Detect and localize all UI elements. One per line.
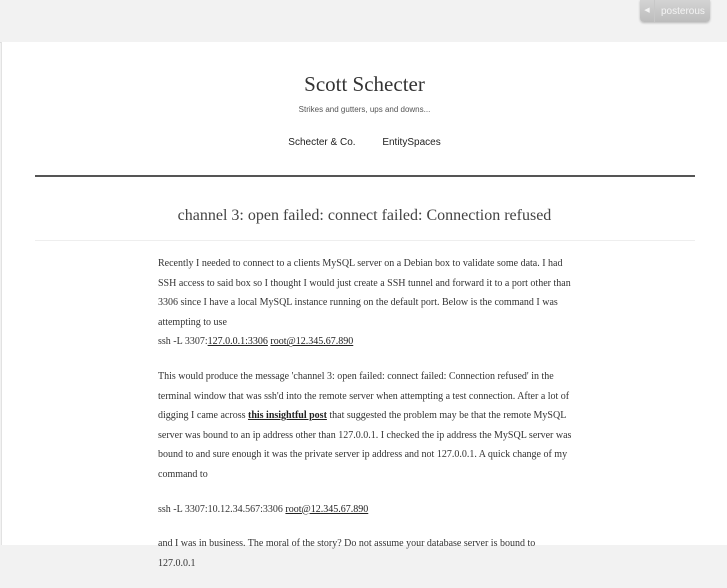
nav-item-entityspaces[interactable]: EntitySpaces <box>382 137 441 148</box>
paragraph: and I was in business. The moral of the story? Do not assume your database server is bound to 127.0.0.1 <box>158 538 536 569</box>
posterous-label: posterous <box>661 5 705 17</box>
link-root-address[interactable]: root@12.345.67.890 <box>285 503 369 515</box>
nav <box>2 137 727 148</box>
command-text: ssh -L 3307:10.12.34.567:3306 <box>158 503 286 515</box>
link-root-address[interactable]: root@12.345.67.890 <box>270 336 354 348</box>
command-text: ssh -L 3307: <box>158 336 208 348</box>
top-bar <box>0 0 727 43</box>
post-title[interactable]: channel 3: open failed: connect failed: Connection refused <box>177 207 552 224</box>
paragraph <box>158 254 573 352</box>
paragraph <box>158 500 573 520</box>
paragraph <box>158 367 573 485</box>
paragraph-text: This would produce the message 'channel 3: open failed: connect failed: Connection refused' in the terminal window that was ssh'd into the remote server when attempting a test connection. After a lot of digging I came across <box>158 370 570 422</box>
paragraph-text: that suggested the problem may be that the remote MySQL server was bound to an ip address other than 127.0.0.1. I checked the ip address the MySQL server was bound to and sure enough it was the private server ip address and not 127.0.0.1. A quick change of my command to <box>158 410 572 480</box>
header-divider <box>35 175 695 177</box>
chevron-left-icon: ◀ <box>640 0 655 22</box>
link-insightful-post[interactable]: this insightful post <box>247 410 327 422</box>
title-divider <box>35 240 695 241</box>
site-tagline: Strikes and gutters, ups and downs... <box>298 105 431 114</box>
nav-item-schecter-co[interactable]: Schecter & Co. <box>288 137 356 148</box>
site-title[interactable]: Scott Schecter <box>304 72 425 96</box>
paragraph-text: Recently I needed to connect to a clients MySQL server on a Debian box to validate some data. I had SSH access to said box so I thought I would just create a SSH tunnel and forward it to a port other than 3306 since I have a local MySQL instance running on the default port. Below is the command I was attempting to use <box>158 258 571 328</box>
page-content <box>1 42 727 569</box>
link-local-address[interactable]: 127.0.0.1:3306 <box>207 336 268 348</box>
posterous-button[interactable] <box>640 0 710 22</box>
post-body <box>158 254 573 588</box>
